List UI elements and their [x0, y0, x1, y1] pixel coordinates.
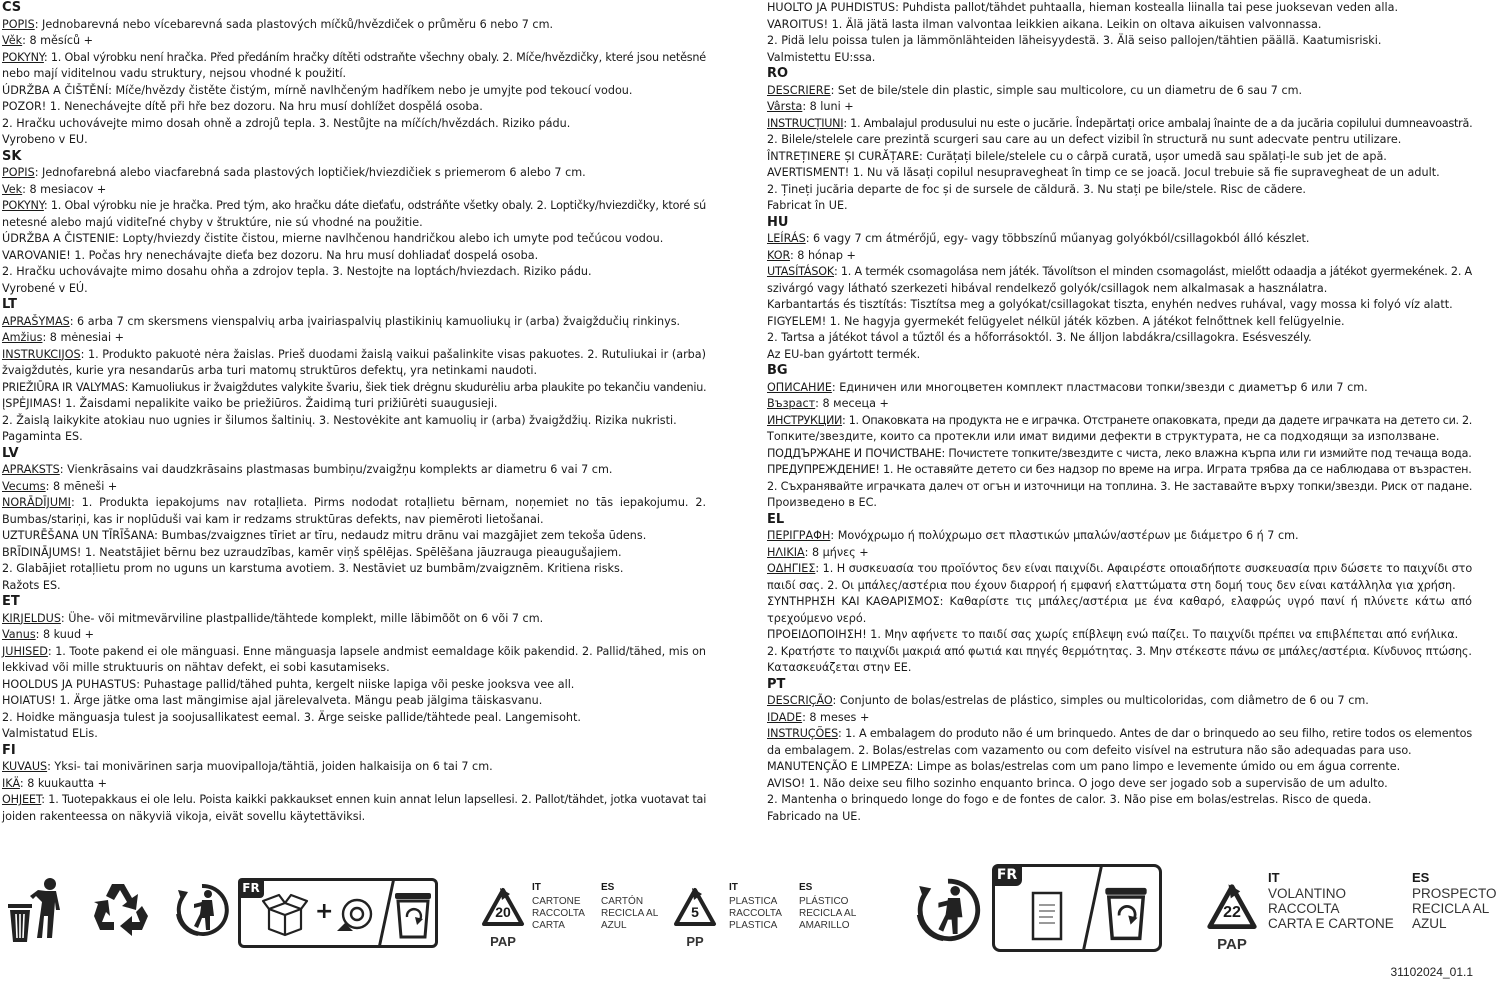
- field-label: NORĀDĪJUMI: [2, 496, 71, 509]
- field-text: : 8 luni +: [802, 100, 854, 113]
- field-text: žvaigždutės, kurie yra nesandarūs arba turi matomų struktūros defektų, yra netinkami naudoti.: [2, 364, 538, 377]
- text-line: [2, 627, 706, 644]
- text-line: [2, 413, 706, 430]
- label-line: CARTONE: [532, 896, 581, 907]
- text-line: [767, 429, 1472, 446]
- text-line: [767, 693, 1472, 710]
- field-label: ИНСТРУКЦИИ: [767, 413, 843, 427]
- triman-icon: [912, 874, 984, 946]
- text-line: [2, 182, 706, 199]
- text-line: [767, 198, 1472, 215]
- triman-icon: [172, 880, 232, 940]
- field-text: nebo mají viditelnou vadu struktury, nejsou vhodné k použití.: [2, 67, 347, 80]
- field-text: Valmistatud ELis.: [2, 727, 98, 740]
- label-line: AZUL: [1412, 916, 1447, 931]
- country-code-it: IT: [532, 882, 541, 893]
- field-text: : 1. Η συσκευασία του προϊόντος δεν είναι παιχνίδι. Αφαιρέστε οποιαδήποτε συσκευασία πριν δώσετε το παιχνίδι στο: [815, 562, 1473, 575]
- text-line: [2, 330, 706, 347]
- sorting-label-plastica: [729, 882, 869, 942]
- field-text: joiden rakenteessa on näkyviä vikoja, eivät sovellu käytettäviksi.: [2, 809, 366, 823]
- text-line: [767, 627, 1472, 644]
- field-text: : Μονόχρωμο ή πολύχρωμο σετ πλαστικών μπαλών/αστέρων με διάμετρο 6 ή 7 cm.: [830, 529, 1299, 542]
- text-line: [2, 215, 706, 232]
- field-text: da embalagem. 2. Bolas/estrelas com vazamento ou com defeito visível na estrutura não são adequadas para uso.: [767, 743, 1412, 757]
- resin-code-pap20: [480, 886, 526, 952]
- text-line: [767, 231, 1472, 248]
- field-text: Ražots ES.: [2, 578, 61, 592]
- field-text: HOOLDUS JA PUHASTUS: Puhastage pallid/tähed puhta, kergelt niiske lapiga või peske jooksva vee all.: [2, 677, 575, 691]
- country-code-es: ES: [1412, 870, 1430, 885]
- text-line: [767, 578, 1472, 595]
- label-line: VOLANTINO: [1268, 886, 1347, 901]
- field-label: POKYNY: [2, 50, 44, 64]
- field-text: : 8 kuukautta +: [19, 776, 108, 790]
- text-line: [767, 0, 1472, 17]
- field-text: : Conjunto de bolas/estrelas de plástico, simples ou multicoloridas, com diâmetro de 6 ou 7 cm.: [832, 694, 1369, 707]
- resin-number: 22: [1223, 904, 1241, 921]
- text-line: [767, 116, 1472, 133]
- text-line: [767, 182, 1472, 199]
- label-line: PLASTICA: [729, 920, 778, 931]
- field-label: LEÍRÁS: [767, 232, 806, 245]
- field-label: IDADE: [767, 710, 803, 724]
- field-text: ПОДДЪРЖАНЕ И ПОЧИСТВАНЕ: Почистете топките/звездите с чиста, леко влажна кърпа или ги измийте под течаща вода.: [767, 446, 1472, 460]
- field-label: Vanus: [2, 628, 36, 641]
- info-tri-box: [238, 878, 438, 948]
- field-text: 2. Hoidke mänguasja tulest ja soojusallikatest eemal. 3. Ärge seiske pallide/tähtede peal. Langemisoht.: [2, 710, 581, 724]
- text-line: [767, 149, 1472, 166]
- field-text: : 8 месеца +: [815, 397, 889, 410]
- label-line: PLÁSTICO: [799, 896, 849, 907]
- resin-code-pap22: [1204, 882, 1260, 956]
- text-line: [767, 644, 1472, 661]
- field-text: ПРЕДУПРЕЖДЕНИЕ! 1. Не оставяйте детето си без надзор по време на игра. Играта трябва да се наблюдава от възрастен.: [767, 463, 1472, 476]
- field-text: : 8 mesiacov +: [22, 182, 107, 196]
- text-line: [2, 792, 706, 809]
- text-line: [767, 594, 1472, 611]
- field-text: : 8 μήνες +: [804, 545, 869, 559]
- tape-icon: [335, 895, 379, 933]
- text-line: [2, 314, 706, 331]
- field-text: : 1. Ambalajul produsului nu este o jucărie. Îndepărtați orice ambalaj înainte de a da jucăria copilului dumneavoastră.: [843, 116, 1473, 130]
- text-line: [767, 380, 1472, 397]
- text-line: [2, 380, 706, 397]
- text-line: [2, 479, 706, 496]
- field-text: VAROVANIE! 1. Počas hry nenechávajte dieťa bez dozoru. Na hru musí dohliadať dospelá osoba.: [2, 248, 539, 262]
- field-text: HUOLTO JA PUHDISTUS: Puhdista pallot/tähdet puhtaalla, hieman kostealla liinalla tai pese juoksevan veden alla.: [767, 1, 1399, 14]
- text-line: [2, 561, 706, 578]
- text-line: [767, 528, 1472, 545]
- text-line: [767, 281, 1472, 298]
- text-line: [2, 660, 706, 677]
- field-text: Произведено в ЕС.: [767, 496, 877, 509]
- field-text: : Yksi- tai monivärinen sarja muovipalloja/tähtiä, joiden halkaisija on 6 tai 7 cm.: [47, 760, 493, 773]
- text-line: [767, 743, 1472, 760]
- field-text: UZTURĒŠANA UN TĪRĪŠANA: Bumbas/zvaigznes tīriet ar tīru, nedaudz mitru drānu vai mazgājiet zem tekoša ūdens.: [2, 529, 647, 542]
- section-language-code: FI: [2, 742, 16, 758]
- text-line: [767, 479, 1472, 496]
- field-text: 2. Pidä lelu poissa tulen ja lämmönlähteiden läheisyydestä. 3. Älä seiso pallojen/tähtien päällä. Kaatumisriski.: [767, 34, 1382, 47]
- field-text: : Ühe- või mitmevärviline plastpallide/tähtede komplekt, mille läbimõõt on 6 või 7 cm.: [60, 611, 544, 625]
- field-label: IKÄ: [2, 776, 20, 790]
- label-line: AZUL: [601, 920, 627, 931]
- field-text: netesné alebo majú viditeľné chyby v štruktúre, nie sú vhodné na použitie.: [2, 215, 423, 229]
- text-line: [767, 413, 1472, 430]
- text-line: [2, 809, 706, 826]
- field-label: Възраст: [767, 397, 816, 410]
- text-line: [2, 50, 706, 67]
- field-label: OHJEET: [2, 793, 42, 806]
- label-line: RACCOLTA: [1268, 901, 1340, 916]
- field-text: 2. Mantenha o brinquedo longe do fogo e de fontes de calor. 3. Não pise em bolas/estrelas. Risco de queda.: [767, 793, 1372, 806]
- field-text: : 8 mėnesiai +: [42, 331, 125, 344]
- text-line: [2, 347, 706, 364]
- leaflet-icon: [1027, 889, 1067, 943]
- field-text: : 1. Toote pakend ei ole mänguasi. Enne mänguasja lapsele andmist eemaldage kõik pakendid. 2. Pallid/tähed, mis on: [47, 644, 706, 658]
- box-icon: [261, 893, 309, 937]
- field-text: szivárgó vagy látható szerkezeti hibával rendelkező golyók/csillagok nem alkalmasak a használatra.: [767, 281, 1328, 295]
- field-text: Vyrobené v EÚ.: [2, 281, 88, 295]
- text-line: [767, 545, 1472, 562]
- field-label: APRAKSTS: [2, 463, 60, 476]
- text-line: [767, 165, 1472, 182]
- section-language-code: BG: [767, 363, 788, 378]
- field-text: 2. Țineți jucăria departe de foc și de sursele de căldură. 3. Nu stați pe bile/stele. Risc de cădere.: [767, 182, 1306, 196]
- text-line: [767, 99, 1472, 116]
- field-label: DESCRIERE: [767, 83, 831, 97]
- field-text: POZOR! 1. Nenechávejte dítě při hře bez dozoru. Na hru musí dohlížet dospělá osoba.: [2, 100, 483, 113]
- text-line: [2, 396, 706, 413]
- field-label: Amžius: [2, 331, 43, 344]
- field-text: παιδί σας. 2. Οι μπάλες/αστέρια που έχουν διαρροή ή εμφανή ελαττώματα στη δομή τους δεν είναι κατάλληλα για χρήση.: [767, 578, 1456, 592]
- field-label: JUHISED: [2, 644, 48, 658]
- field-label: ΗΛΙΚΙΑ: [767, 545, 805, 559]
- text-line: [2, 545, 706, 562]
- field-text: Karbantartás és tisztítás: Tisztítsa meg a golyókat/csillagokat tiszta, enyhén nedves ruhával, vagy mossa ki folyó víz alatt.: [767, 298, 1453, 311]
- field-text: 2. Hračku uchovávejte mimo dosah ohně a zdrojů tepla. 3. Nestůjte na míčích/hvězdách. Riziko pádu.: [2, 116, 571, 130]
- sorting-label-volantino: [1268, 870, 1500, 950]
- field-label: ОПИСАНИЕ: [767, 380, 832, 394]
- left-text-column: [2, 0, 706, 825]
- field-label: KOR: [767, 248, 790, 262]
- text-line: [2, 248, 706, 265]
- field-text: : 1. Опаковката на продукта не е играчка. Отстранете опаковката, преди да дадете играчката на детето си. 2.: [842, 413, 1473, 427]
- field-label: Vecums: [2, 479, 46, 493]
- field-text: 2. Hračku uchovávajte mimo dosahu ohňa a zdrojov tepla. 3. Nestojte na loptách/hviezdach. Riziko pádu.: [2, 265, 592, 278]
- field-text: : 1. Obal výrobku není hračka. Před předáním hračky dítěti odstraňte všechny obaly. 2. Míče/hvězdičky, které jsou netěsné: [43, 50, 706, 64]
- recycle-loop-icon: [90, 880, 152, 940]
- text-line: [2, 759, 706, 776]
- text-line: [2, 66, 706, 83]
- text-line: [2, 693, 706, 710]
- country-code-es: ES: [601, 882, 615, 893]
- field-text: : 8 měsíců +: [22, 34, 94, 47]
- field-label: Vek: [2, 182, 23, 196]
- text-line: [2, 512, 706, 529]
- recycling-bin-icon: [393, 887, 433, 941]
- field-text: PRIEŽIŪRA IR VALYMAS: Kamuoliukus ir žvaigždutes valykite švariu, šiek tiek drėgnu skudurėliu arba plaukite po tekančiu vandeniu.: [2, 380, 707, 394]
- field-text: 2. Glabājiet rotaļlietu prom no uguns un karstuma avotiem. 3. Nestāviet uz bumbām/zvaigznēm. Kritiena risks.: [2, 562, 624, 575]
- recycling-bin-icon: [1103, 881, 1149, 943]
- info-tri-divider: [1082, 867, 1102, 949]
- section-language-code: PT: [767, 676, 786, 692]
- field-text: lekkivad või mille struktuuris on nähtav defekt, ei sobi kasutamiseks.: [2, 661, 390, 674]
- fr-tag: FR: [238, 878, 264, 898]
- text-line: [767, 776, 1472, 793]
- text-line: [2, 611, 706, 628]
- text-line: [2, 528, 706, 545]
- field-text: ΠΡΟΕΙΔΟΠΟΙΗΣΗ! 1. Μην αφήνετε το παιδί σας χωρίς επίβλεψη ενώ παίζει. Το παιχνίδι πρέπει να επιβλέπεται από ενήλικα.: [767, 628, 1459, 641]
- text-line: [767, 83, 1472, 100]
- field-text: 2. Tartsa a játékot távol a tűztől és a hőforrásoktól. 3. Ne álljon labdákra/csillagokra. Esésveszély.: [767, 331, 1312, 344]
- section-language-code: ET: [2, 594, 20, 609]
- field-text: ÚDRŽBA A ČISTENIE: Lopty/hviezdy čistite čistou, mierne navlhčenou handričkou alebo ich umyte pod tečúcou vodou.: [2, 232, 664, 245]
- field-text: ÚDRŽBA A ČIŠTĚNÍ: Míče/hvězdy čistěte čistým, mírně navlhčeným hadříkem nebo je umyjte pod tekoucí vodou.: [2, 83, 633, 97]
- section-language-code: LV: [2, 445, 19, 461]
- text-line: [767, 297, 1472, 314]
- text-line: [2, 363, 706, 380]
- field-label: ΠΕΡΙΓΡΑΦΗ: [767, 529, 831, 542]
- text-line: [767, 446, 1472, 463]
- label-line: RECICLA AL: [1412, 901, 1490, 916]
- field-label: KIRJELDUS: [2, 611, 61, 625]
- section-language-code: LT: [2, 297, 17, 312]
- resin-code-pp5: [672, 886, 718, 952]
- field-text: Fabricado na UE.: [767, 809, 861, 823]
- label-line: CARTÓN: [601, 896, 644, 907]
- resin-abbr: PP: [686, 934, 704, 949]
- text-line: [2, 83, 706, 100]
- label-line: CARTA: [532, 920, 565, 931]
- text-line: [2, 33, 706, 50]
- field-text: Fabricat în UE.: [767, 199, 848, 212]
- text-line: [767, 561, 1472, 578]
- field-text: Κατασκευάζεται στην ΕΕ.: [767, 661, 912, 674]
- info-tri-box: [992, 864, 1162, 952]
- text-line: [767, 314, 1472, 331]
- text-line: [2, 281, 706, 298]
- resin-number: 5: [691, 904, 699, 920]
- field-label: DESCRIÇÃO: [767, 694, 833, 707]
- field-label: INSTRUÇÕES: [767, 727, 839, 740]
- text-line: [767, 50, 1472, 67]
- field-text: ĮSPĖJIMAS! 1. Žaisdami nepalikite vaiko be priežiūros. Žaidimą turi prižiūrėti suaugusieji.: [2, 397, 498, 410]
- field-text: : 1. Produkto pakuotė nėra žaislas. Prieš duodami žaislą vaikui pašalinkite visas pakuotes. 2. Rutuliukai ir (arba): [80, 347, 706, 361]
- field-text: : Единичен или многоцветен комплект пластмасови топки/звезди с диаметър 6 или 7 cm.: [831, 380, 1368, 394]
- field-text: : 1. Produkta iepakojums nav rotaļlieta. Pirms nododat rotaļlietu bērnam, noņemiet no tās iepakojumu. 2.: [70, 496, 706, 509]
- text-line: [2, 677, 706, 694]
- text-line: [767, 17, 1472, 34]
- text-line: [2, 776, 706, 793]
- text-line: [767, 660, 1472, 677]
- text-line: [2, 132, 706, 149]
- field-text: 2. Bilele/stelele care prezintă scurgeri sau care au un defect vizibil în structură nu sunt adecvate pentru utilizare.: [767, 133, 1402, 146]
- field-text: : 1. A embalagem do produto não é um brinquedo. Antes de dar o brinquedo ao seu filho, retire todos os elementos: [838, 727, 1473, 740]
- resin-number: 20: [495, 904, 511, 920]
- field-text: : Vienkrāsains vai daudzkrāsains plastmasas bumbiņu/zvaigžņu komplekts ar diametru 6 vai 7 cm.: [59, 463, 613, 476]
- field-text: : Jednofarebná alebo viacfarebná sada plastových loptičiek/hviezdičiek s priemerom 6 alebo 7 cm.: [34, 166, 586, 179]
- plus-sign: +: [315, 899, 334, 924]
- section-language-code: SK: [2, 148, 22, 164]
- section-language-code: CS: [2, 0, 22, 15]
- country-code-es: ES: [799, 882, 813, 893]
- field-label: POKYNY: [2, 199, 44, 212]
- field-label: INSTRUCȚIUNI: [767, 116, 844, 130]
- text-line: [2, 99, 706, 116]
- sorting-label-cartone: [532, 882, 672, 942]
- field-label: KUVAUS: [2, 760, 48, 773]
- field-text: VAROITUS! 1. Älä jätä lasta ilman valvontaa leikkien aikana. Leikin on oltava aikuisen valvonnassa.: [767, 17, 1322, 31]
- field-text: MANUTENÇÃO E LIMPEZA: Limpe as bolas/estrelas com um pano limpo e levemente úmido ou em água corrente.: [767, 760, 1401, 773]
- field-label: Věk: [2, 34, 23, 47]
- field-text: Bumbas/stariņi, kas ir noplūduši vai kam ir redzams struktūras defekts, nav piemēroti lietošanai.: [2, 512, 544, 526]
- text-line: [767, 132, 1472, 149]
- field-text: : 6 vagy 7 cm átmérőjű, egy- vagy többszínű műanyag golyókból/csillagokból álló készlet.: [805, 232, 1310, 245]
- field-text: BRĪDINĀJUMS! 1. Neatstājiet bērnu bez uzraudzības, kamēr viņš spēlējas. Spēlēšana jāuzrauga pieaugušajiem.: [2, 545, 622, 559]
- field-text: : 1. Obal výrobku nie je hračka. Pred tým, ako hračku dáte dieťaťu, odstráňte všetky obaly. 2. Loptičky/hviezdičky, ktoré sú: [43, 199, 706, 212]
- field-label: POPIS: [2, 166, 35, 179]
- country-code-it: IT: [1268, 870, 1280, 885]
- field-text: 2. Žaislą laikykite atokiau nuo ugnies ir šilumos šaltinių. 3. Nestovėkite ant kamuolių ir (arba) žvaigždžių. Rizika nukristi.: [2, 413, 677, 427]
- field-text: ΣΥΝΤΗΡΗΣΗ ΚΑΙ ΚΑΘΑΡΙΣΜΟΣ: Καθαρίστε τις μπάλες/αστέρια με ένα καθαρό, ελαφρώς υγρό πανί ή πλύνετε κάτω από: [767, 595, 1472, 608]
- field-text: Pagaminta ES.: [2, 430, 83, 443]
- field-text: : Jednobarevná nebo vícebarevná sada plastových míčků/hvězdiček o průměru 6 nebo 7 cm.: [34, 17, 554, 31]
- label-line: RECICLA AL: [799, 908, 857, 919]
- field-text: : 1. A termék csomagolása nem játék. Távolítson el minden csomagolást, mielőtt odaadja a játékot gyermekének. 2. A: [833, 265, 1472, 278]
- text-line: [767, 330, 1472, 347]
- text-line: [2, 644, 706, 661]
- field-text: 2. Κρατήστε το παιχνίδι μακριά από φωτιά και πηγές θερμότητας. 3. Μην στέκεστε πάνω σε μπάλες/αστέρια. Κίνδυνος πτώσης.: [767, 644, 1472, 658]
- text-line: [2, 17, 706, 34]
- text-line: [767, 611, 1472, 628]
- fr-tag: FR: [992, 864, 1022, 886]
- text-line: [2, 578, 706, 595]
- field-text: : 8 meses +: [802, 710, 870, 724]
- field-label: POPIS: [2, 17, 35, 31]
- section-language-code: RO: [767, 66, 789, 81]
- label-line: RACCOLTA: [729, 908, 782, 919]
- field-text: : 1. Tuotepakkaus ei ole lelu. Poista kaikki pakkaukset ennen kuin annat lelun lapsellesi. 2. Pallot/tähdet, jotka vuotavat tai: [41, 793, 707, 806]
- text-line: [2, 231, 706, 248]
- label-line: PLASTICA: [729, 896, 778, 907]
- label-line: CARTA E CARTONE: [1268, 916, 1394, 931]
- field-text: : 8 kuud +: [35, 628, 95, 641]
- field-text: AVISO! 1. Não deixe seu filho sozinho enquanto brinca. O jogo deve ser jogado sob a supervisão de um adulto.: [767, 776, 1388, 790]
- field-text: HOIATUS! 1. Ärge jätke oma last mängimise ajal järelevalveta. Mängu peab jälgima täiskasvanu.: [2, 694, 543, 707]
- field-label: APRAŠYMAS: [2, 314, 70, 328]
- text-line: [767, 495, 1472, 512]
- field-label: ΟΔΗΓΙΕΣ: [767, 562, 816, 575]
- text-line: [767, 462, 1472, 479]
- right-text-column: [767, 0, 1472, 825]
- field-label: UTASÍTÁSOK: [767, 265, 834, 278]
- label-line: RACCOLTA: [532, 908, 585, 919]
- text-line: [2, 710, 706, 727]
- field-text: FIGYELEM! 1. Ne hagyja gyermekét felügyelet nélkül játék közben. A játékot felnőttnek kell felügyelnie.: [767, 314, 1345, 328]
- field-text: τρεχούμενο νερό.: [767, 611, 867, 625]
- field-text: : 6 arba 7 cm skersmens vienspalvių arba įvairiaspalvių plastikinių kamuoliukų ir (arba) žvaigždučių rinkinys.: [69, 314, 681, 328]
- label-line: AMARILLO: [799, 920, 850, 931]
- text-line: [2, 726, 706, 743]
- text-line: [767, 248, 1472, 265]
- text-line: [2, 264, 706, 281]
- text-line: [2, 165, 706, 182]
- text-line: [767, 264, 1472, 281]
- text-line: [2, 495, 706, 512]
- text-line: [767, 809, 1472, 826]
- field-text: Топките/звездите, които са протекли или имат видими дефекти в структурата, не са подходящи за използване.: [767, 430, 1440, 443]
- field-text: : 8 hónap +: [789, 248, 856, 262]
- text-line: [767, 347, 1472, 364]
- field-text: Vyrobeno v EU.: [2, 133, 88, 146]
- do-not-litter-icon: [6, 876, 70, 942]
- field-text: 2. Съхранявайте играчката далеч от огън и източници на топлина. 3. Не заставайте върху топки/звезди. Риск от падане.: [767, 479, 1473, 493]
- text-line: [2, 116, 706, 133]
- text-line: [767, 759, 1472, 776]
- text-line: [767, 396, 1472, 413]
- text-line: [767, 33, 1472, 50]
- document-code: 31102024_01.1: [1390, 965, 1473, 979]
- resin-abbr: PAP: [490, 934, 516, 949]
- section-language-code: EL: [767, 511, 785, 527]
- text-line: [2, 429, 706, 446]
- field-label: Vârsta: [767, 100, 803, 113]
- field-label: INSTRUKCIJOS: [2, 347, 81, 361]
- field-text: Valmistettu EU:ssa.: [767, 50, 876, 64]
- text-line: [2, 198, 706, 215]
- recycling-icons-row: [0, 858, 1500, 958]
- field-text: : 8 mēneši +: [45, 479, 118, 493]
- section-language-code: HU: [767, 214, 789, 230]
- text-line: [767, 710, 1472, 727]
- field-text: ÎNTREȚINERE ȘI CURĂȚARE: Curățați bilele/stelele cu o cârpă curată, ușor umedă sau spălați-le sub jet de apă.: [767, 149, 1387, 163]
- label-line: RECICLA AL: [601, 908, 659, 919]
- text-line: [767, 726, 1472, 743]
- text-line: [2, 462, 706, 479]
- resin-abbr: PAP: [1217, 936, 1247, 953]
- country-code-it: IT: [729, 882, 738, 893]
- field-text: : Set de bile/stele din plastic, simple sau multicolore, cu un diametru de 6 sau 7 cm.: [830, 83, 1303, 97]
- text-line: [767, 792, 1472, 809]
- field-text: AVERTISMENT! 1. Nu vă lăsați copilul nesupravegheat în timp ce se joacă. Jocul trebuie să fie supravegheat de un adult.: [767, 166, 1440, 179]
- label-line: PROSPECTO: [1412, 886, 1497, 901]
- field-text: Az EU-ban gyártott termék.: [767, 347, 921, 361]
